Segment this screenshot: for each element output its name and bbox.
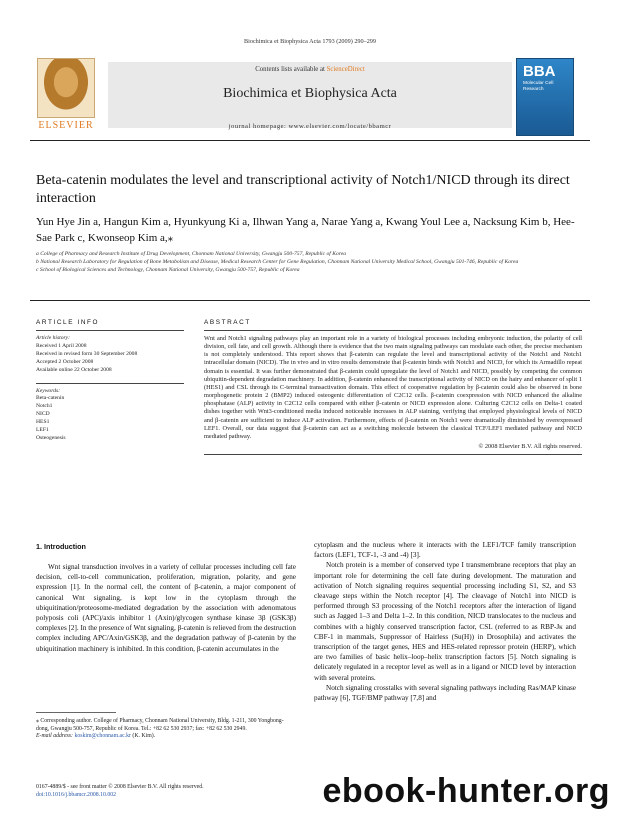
email-link[interactable]: koskim@chonnam.ac.kr <box>74 733 131 740</box>
header-rule <box>30 140 590 141</box>
divider <box>204 454 582 455</box>
intro-paragraph: cytoplasm and the nucleus where it interacts with the LEF1/TCF family transcription factors (LEF1, TCF-1, -3 and -4) [3]. <box>314 541 576 560</box>
keywords-label: Keywords: <box>36 387 61 394</box>
corresponding-footnote <box>36 718 296 741</box>
keyword: LEF1 <box>36 427 49 434</box>
affiliation-c: c School of Biological Sciences and Technology, Chonnam National University, Gwangju 500-757, Republic of Korea <box>36 267 300 274</box>
copyright: © 2008 Elsevier B.V. All rights reserved. <box>478 443 582 451</box>
keyword: NICD <box>36 411 50 418</box>
email-label: E-mail address: <box>36 733 75 740</box>
doi-link[interactable]: doi:10.1016/j.bbamcr.2008.10.002 <box>36 791 117 798</box>
abstract-text: Wnt and Notch1 signaling pathways play an important role in a variety of biological processes including embryonic induction, the polarity of cell division, cell fate, and cell growth. Although there is evidence that the two main signaling pathways can modulate each other, the precise mechanism is not completely understood. This report shows that β-catenin can regulate the level and transcriptional activity of the Notch1 and Notch1 intracellular domain (NICD). The in vivo and in vitro results demonstrate that β-catenin binds with Notch1 and NICD, for which its Armadillo repeat domain is essential. It was further demonstrated that β-catenin could upregulate the level of Notch1 and NICD, possibly by competing the common ubiquitin-dependent degradation machinery. In addition, β-catenin enhanced the transcriptional activity of NICD on the hairy and enhancer of split 1 (HES1) and CSL through its C-terminal transactivation domain. This effect of cooperative regulation by β-catenin could also be observed in bone morphogenetic protein 2 (BMP2) induced osteogenic differentiation of C2C12 cells. β-catenin coexpression with NICD enhanced the alkaline phosphatase (ALP) activity in C2C12 cells compared with either β-catenin or NICD expression alone. Culturing C2C12 cells on Delta-1 coated dishes together with Wnt3-conditioned media induced noticeable increases in ALP staining, verifying that employed physiological levels of NICD and β-catenin are sufficient to induce ALP activation. Furthermore, effects of β-catenin on Notch1 were dramatically diminished by overexpressed LEF1. Overall, our data suggest that β-catenin can act as a switching molecule between the classical TCF/LEF1 mediated pathway and NICD mediated pathway. <box>204 335 582 440</box>
history-item: Available online 22 October 2008 <box>36 366 112 373</box>
journal-homepage[interactable]: journal homepage: www.elsevier.com/locate/bbamcr <box>228 123 392 130</box>
history-item: Received in revised form 30 September 2008 <box>36 350 138 357</box>
watermark: ebook-hunter.org <box>322 772 610 810</box>
keyword: Osteogenesis <box>36 434 66 441</box>
divider <box>36 383 184 384</box>
affiliation-b: b National Research Laboratory for Regulation of Bone Metabolism and Disease, Medical Research Center for Gene Regulation, Chonnam National University Medical School, Gwangju 501-746, Republic of Korea <box>36 259 519 266</box>
author-list: Yun Hye Jin a, Hangun Kim a, Hyunkyung Ki a, Ilhwan Yang a, Narae Yang a, Kwang Youl Lee a, Nacksung Kim b, Hee-Sae Park c, Kwonseop Kim a,⁎ <box>36 216 575 244</box>
left-column <box>36 562 296 654</box>
article-info <box>36 319 184 443</box>
intro-heading: 1. Introduction <box>36 542 86 551</box>
corresponding-author: ⁎ Corresponding author. College of Pharmacy, Chonnam National University, Bldg. 1-211, 300 Yongbong-dong, Gwangju 500-757, Republic of Korea. Tel.: +82 62 530 2937; fax: +82 62 530 2949. <box>36 718 284 732</box>
divider <box>36 330 184 331</box>
keyword: HES1 <box>36 419 50 426</box>
affiliation-a: a College of Pharmacy and Research Institute of Drug Development, Chonnam National University, Gwangju 500-757, Republic of Korea <box>36 251 346 257</box>
history-item: Accepted 2 October 2008 <box>36 358 94 365</box>
keyword: Notch1 <box>36 403 53 410</box>
email-suffix: (K. Kim). <box>130 733 156 740</box>
abstract-heading: ABSTRACT <box>204 319 251 326</box>
abstract-section <box>204 319 582 459</box>
article-info-heading: ARTICLE INFO <box>36 319 100 326</box>
cover-title: BBA <box>523 63 556 80</box>
affiliations <box>36 250 586 275</box>
intro-paragraph: Wnt signal transduction involves in a variety of cellular processes including cell fate decision, cell-to-cell communication, proliferation, migration, polarity, and gene expression [1]. In the normal cell, the content of β-catenin, a major component of canonical Wnt signaling, is kept low in the cytoplasm through the ubiquitination/proteosome-mediated degradation by the association with adenomatous polyposis coli (APC)/axis inhibitor 1 (Axin)/glycogen synthase kinase 3β (GSK3β) complexes [2]. In the presence of Wnt signaling, β-catenin is relieved from the destruction complex including APC/Axin/GSK3β, and the degradation pathway of β-catenin by the ubiquitination machinery is inhibited. In this condition, β-catenin accumulates in the <box>36 563 296 653</box>
affiliation-rule <box>30 300 590 301</box>
divider <box>204 330 582 331</box>
history-item: Received 1 April 2008 <box>36 342 87 349</box>
intro-paragraph: Notch protein is a member of conserved type I transmembrane receptors that play an important role for determining the cell fate during development. The maturation and activation of Notch signaling requires sequential processing including S1, S2, and S3 cleavage steps within the Notch receptor [4]. The cleavage of Notch1 into NICD is performed through S3 processing of the Notch1 receptors after the interaction of ligand such as Jagged 1–3 and Delta 1–2. In this condition, NICD translocates to the nucleus and combines with a highly conserved transcription factor, CSL (referred to as RBP-Jκ and CBF-1 in mammals, Suppressor of Hairless (Su(H)) in Drosophila) and activates the transcription of the target genes, HES and HES-related repressor protein (HERP), which are two families of basic helix–loop–helix transcription factors [5]. Notch signaling is delicately regulated in a receptor level as well as in a ligand or NICD level by interaction with several proteins. <box>314 561 576 682</box>
contents-line: Contents lists available at ScienceDirect <box>255 66 365 73</box>
issn-line: 0167-4889/$ - see front matter © 2008 Elsevier B.V. All rights reserved. <box>36 784 204 790</box>
journal-cover <box>516 58 574 136</box>
journal-title: Biochimica et Biophysica Acta <box>223 86 397 101</box>
intro-paragraph: Notch signaling crosstalks with several signaling pathways including Ras/MAP kinase pathway [6], TGF/BMP pathway [7,8] and <box>314 683 576 703</box>
cover-subtitle: Molecular Cell Research <box>523 81 554 92</box>
right-column <box>314 540 576 703</box>
publisher-logo-text: ELSEVIER <box>38 120 94 131</box>
tree-logo-icon <box>37 58 95 118</box>
keyword: Beta-catenin <box>36 395 65 402</box>
article-title: Beta-catenin modulates the level and transcriptional activity of Notch1/NICD through its direct interaction <box>36 173 570 206</box>
sciencedirect-link[interactable]: ScienceDirect <box>326 66 365 73</box>
journal-reference: Biochimica et Biophysica Acta 1793 (2009) 290–299 <box>244 38 376 45</box>
elsevier-logo <box>30 58 102 136</box>
history-label: Article history: <box>36 335 71 341</box>
footnote-rule <box>36 712 116 713</box>
